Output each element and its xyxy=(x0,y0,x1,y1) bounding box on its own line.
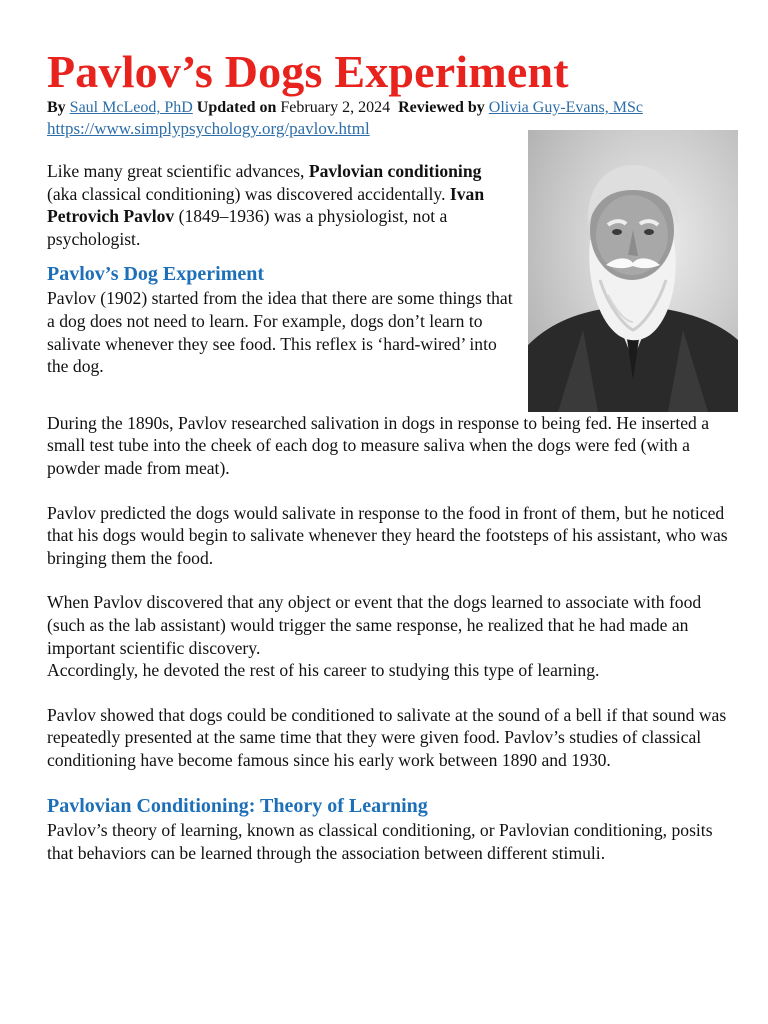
portrait-illustration xyxy=(528,130,738,412)
intro-bold-2: Ivan Petrovich Pavlov xyxy=(47,183,485,227)
paragraph-prediction: Pavlov predicted the dogs would salivate in response to the food in front of them, but he noticed that his dogs would begin to salivate whenever they heard the footsteps of his assistant, who was bringing them the food. xyxy=(47,502,728,568)
updated-date: February 2, 2024 xyxy=(280,99,391,116)
paragraph-career: Accordingly, he devoted the rest of his career to studying this type of learning. xyxy=(47,660,600,681)
intro-text-3: (1849–1936) was a physiologist, not a psychologist. xyxy=(47,206,448,249)
source-url-link[interactable]: https://www.simplypsychology.org/pavlov.html xyxy=(47,119,370,138)
intro-text-1: Like many great scientific advances, xyxy=(47,161,309,181)
paragraph-discovery: When Pavlov discovered that any object or event that the dogs learned to associate with food (such as the lab assistant) would trigger the same response, he realized that he had made an important scientific discovery. xyxy=(47,592,702,658)
updated-label: Updated on xyxy=(196,99,277,116)
paragraph-1890s: During the 1890s, Pavlov researched salivation in dogs in response to being fed. He inserted a small test tube into the cheek of each dog to measure saliva when the dogs were fed (with a powder made from meat). xyxy=(47,412,710,478)
intro-paragraph xyxy=(47,160,512,250)
section-heading-dog-experiment: Pavlov’s Dog Experiment xyxy=(47,263,265,286)
author-link[interactable]: Saul McLeod, PhD xyxy=(69,99,193,116)
by-label: By xyxy=(47,99,66,116)
page-title: Pavlov’s Dogs Experiment xyxy=(47,46,569,97)
paragraph-theory: Pavlov’s theory of learning, known as classical conditioning, or Pavlovian conditioning, posits that behaviors can be learned through the association between different stimuli. xyxy=(47,820,713,864)
paragraph-bell: Pavlov showed that dogs could be conditioned to salivate at the sound of a bell if that sound was repeatedly presented at the same time that they were given food. Pavlov’s studies of classical conditioning have become famous since his early work between 1890 and 1930. xyxy=(47,704,727,770)
portrait-photo xyxy=(528,130,738,412)
section-heading-theory: Pavlovian Conditioning: Theory of Learning xyxy=(47,795,428,818)
reviewed-label: Reviewed by xyxy=(398,99,485,116)
intro-bold-1: Pavlovian conditioning xyxy=(308,161,482,181)
byline xyxy=(47,98,737,118)
intro-text-2: (aka classical conditioning) was discovered accidentally. xyxy=(47,183,450,204)
reviewer-link[interactable]: Olivia Guy-Evans, MSc xyxy=(488,99,643,116)
paragraph-hard-wired: Pavlov (1902) started from the idea that there are some things that a dog does not need to learn. For example, dogs don’t learn to salivate whenever they see food. This reflex is ‘hard-wired’ into the dog. xyxy=(47,288,513,377)
